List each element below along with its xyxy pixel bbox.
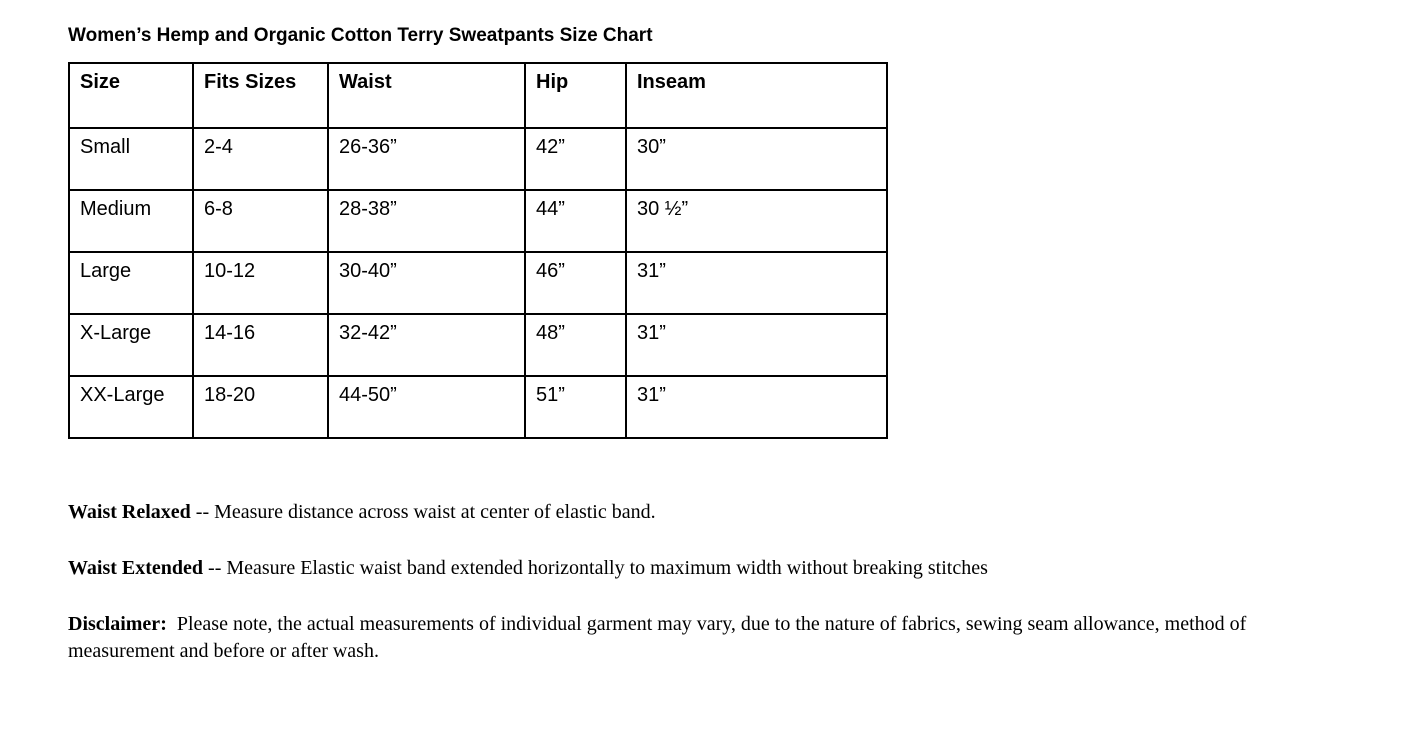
column-header-hip: Hip bbox=[525, 63, 626, 128]
column-header-inseam: Inseam bbox=[626, 63, 887, 128]
page-title: Women’s Hemp and Organic Cotton Terry Sweatpants Size Chart bbox=[68, 25, 653, 46]
table-row-x-large bbox=[69, 314, 887, 376]
cell-inseam: 31” bbox=[626, 376, 887, 438]
table-header-row bbox=[69, 63, 887, 128]
cell-fits: 14-16 bbox=[193, 314, 328, 376]
notes-section bbox=[68, 499, 1293, 665]
note-text: Measure distance across waist at center of elastic band. bbox=[214, 501, 656, 523]
cell-waist: 30-40” bbox=[328, 252, 525, 314]
column-header-waist: Waist bbox=[328, 63, 525, 128]
note-waist-relaxed bbox=[68, 499, 1293, 526]
table-row-small bbox=[69, 128, 887, 190]
cell-inseam: 31” bbox=[626, 314, 887, 376]
note-label: Disclaimer: bbox=[68, 613, 167, 635]
cell-waist: 26-36” bbox=[328, 128, 525, 190]
note-label: Waist Relaxed bbox=[68, 501, 191, 523]
cell-size: Large bbox=[69, 252, 193, 314]
note-separator bbox=[167, 613, 177, 635]
note-label: Waist Extended bbox=[68, 557, 204, 579]
cell-hip: 44” bbox=[525, 190, 626, 252]
size-chart-table bbox=[68, 62, 888, 439]
cell-fits: 6-8 bbox=[193, 190, 328, 252]
cell-waist: 32-42” bbox=[328, 314, 525, 376]
cell-size: X-Large bbox=[69, 314, 193, 376]
table-row-large bbox=[69, 252, 887, 314]
cell-size: XX-Large bbox=[69, 376, 193, 438]
cell-hip: 48” bbox=[525, 314, 626, 376]
note-waist-extended bbox=[68, 555, 1293, 582]
cell-inseam: 30 ½” bbox=[626, 190, 887, 252]
cell-hip: 51” bbox=[525, 376, 626, 438]
column-header-size: Size bbox=[69, 63, 193, 128]
table-row-medium bbox=[69, 190, 887, 252]
column-header-fits-sizes: Fits Sizes bbox=[193, 63, 328, 128]
cell-size: Medium bbox=[69, 190, 193, 252]
cell-waist: 28-38” bbox=[328, 190, 525, 252]
note-text: Please note, the actual measurements of individual garment may vary, due to the nature of fabrics, sewing seam allowance, method of measurement and before or after wash. bbox=[68, 613, 1247, 662]
cell-hip: 42” bbox=[525, 128, 626, 190]
note-separator: -- bbox=[203, 557, 227, 579]
cell-fits: 18-20 bbox=[193, 376, 328, 438]
cell-fits: 2-4 bbox=[193, 128, 328, 190]
cell-hip: 46” bbox=[525, 252, 626, 314]
note-disclaimer bbox=[68, 611, 1293, 665]
note-text: Measure Elastic waist band extended horizontally to maximum width without breaking stitches bbox=[226, 557, 988, 579]
cell-size: Small bbox=[69, 128, 193, 190]
cell-waist: 44-50” bbox=[328, 376, 525, 438]
cell-inseam: 31” bbox=[626, 252, 887, 314]
table-row-xx-large bbox=[69, 376, 887, 438]
cell-fits: 10-12 bbox=[193, 252, 328, 314]
note-separator: -- bbox=[190, 501, 215, 523]
cell-inseam: 30” bbox=[626, 128, 887, 190]
